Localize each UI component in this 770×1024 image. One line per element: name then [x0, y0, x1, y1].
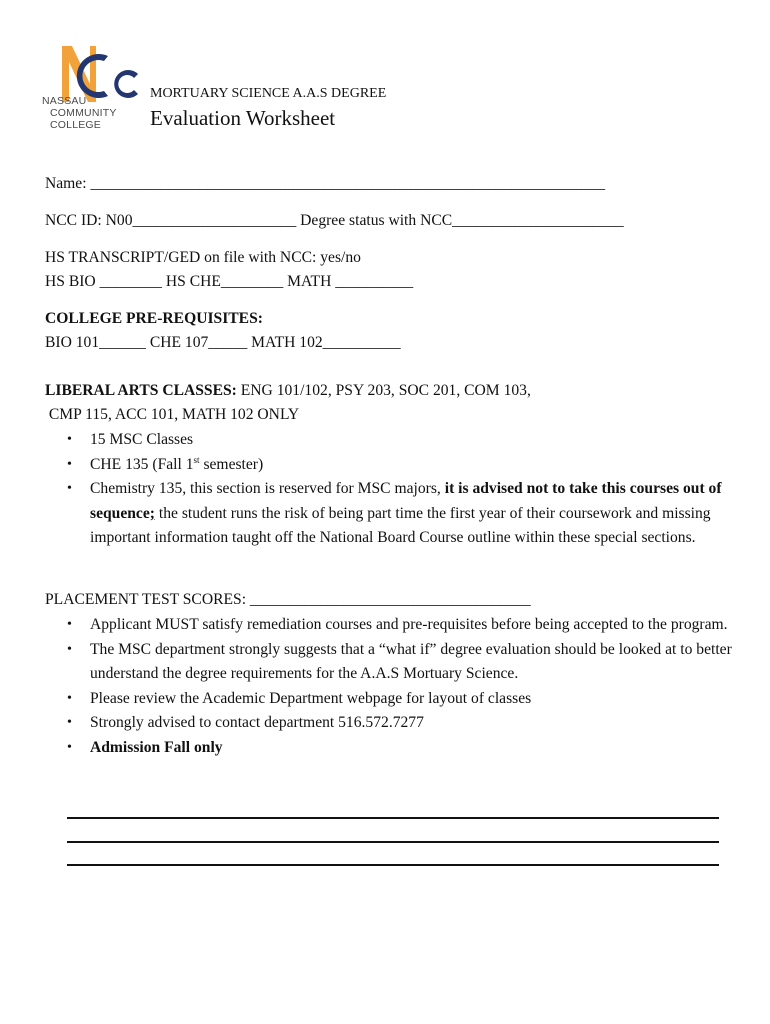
bullet-icon: • — [67, 481, 72, 496]
program-title: MORTUARY SCIENCE A.A.S DEGREE — [150, 86, 387, 101]
list-item — [45, 638, 735, 687]
bullet-text: CHE 135 (Fall 1 — [90, 455, 194, 473]
logo-word-community: COMMUNITY — [50, 107, 117, 119]
prereq-courses: BIO 101______ CHE 107_____ MATH 102__________ — [45, 334, 401, 351]
placement-list — [45, 613, 735, 760]
bullet-text: Applicant MUST satisfy remediation courses and pre-requisites before being accepted to the program. — [90, 616, 728, 633]
logo-word-nassau: NASSAU — [42, 95, 87, 107]
list-item — [45, 711, 735, 736]
list-item — [45, 453, 735, 478]
list-item — [45, 477, 735, 551]
bullet-icon: • — [67, 456, 72, 472]
bullet-icon: • — [67, 739, 72, 755]
bullet-icon: • — [67, 617, 72, 632]
bullet-warning-semicolon: ; — [149, 504, 155, 522]
liberal-arts-courses-2: CMP 115, ACC 101, MATH 102 ONLY — [45, 406, 300, 423]
bullet-icon: • — [67, 641, 72, 657]
prereq-heading: COLLEGE PRE-REQUISITES: — [45, 310, 263, 327]
liberal-arts-courses: ENG 101/102, PSY 203, SOC 201, COM 103, — [236, 382, 531, 399]
bullet-icon: • — [67, 690, 72, 706]
list-item — [45, 736, 735, 761]
bullet-warning: it is advised not to take this courses out of sequence — [90, 480, 722, 522]
bullet-text: The MSC department strongly suggests that a “what if” degree evaluation should be looked at to better understand the degree requirements for the A.A.S Mortuary Science. — [90, 640, 732, 682]
bullet-text: Strongly advised to contact department 516.572.7277 — [90, 714, 424, 731]
bullet-text: semester) — [199, 455, 264, 473]
notes-line — [67, 841, 719, 843]
name-field: Name: __________________________________________________________________ — [45, 175, 606, 192]
ncc-logo — [42, 44, 146, 136]
bullet-text: Please review the Academic Department webpage for layout of classes — [90, 689, 532, 707]
bullet-icon: • — [67, 715, 72, 730]
bullet-text: 15 MSC Classes — [90, 431, 194, 448]
bullet-text: Admission Fall only — [90, 738, 223, 756]
page-title: Evaluation Worksheet — [150, 106, 336, 130]
list-item — [45, 428, 735, 453]
bullet-icon: • — [67, 432, 72, 447]
list-item — [45, 687, 735, 712]
notes-line — [67, 864, 719, 866]
notes-line — [67, 817, 719, 819]
list-item — [45, 613, 735, 638]
ncc-id-field: NCC ID: N00_____________________ Degree status with NCC______________________ — [45, 212, 624, 229]
logo-word-college: COLLEGE — [50, 119, 102, 131]
superscript: st — [193, 454, 200, 465]
liberal-arts-line — [45, 381, 531, 401]
hs-courses-line: HS BIO ________ HS CHE________ MATH __________ — [45, 273, 414, 290]
liberal-arts-list — [45, 428, 735, 551]
bullet-text: Chemistry 135, this section is reserved for MSC majors, — [90, 480, 445, 497]
liberal-arts-heading: LIBERAL ARTS CLASSES: — [45, 382, 237, 399]
placement-heading: PLACEMENT TEST SCORES: ____________________________________ — [45, 591, 531, 608]
hs-transcript-line: HS TRANSCRIPT/GED on file with NCC: yes/no — [45, 249, 361, 266]
bullet-text: the student runs the risk of being part time the first year of their coursework and missing important information taught off the National Board Course outline within these special sections. — [90, 504, 711, 546]
